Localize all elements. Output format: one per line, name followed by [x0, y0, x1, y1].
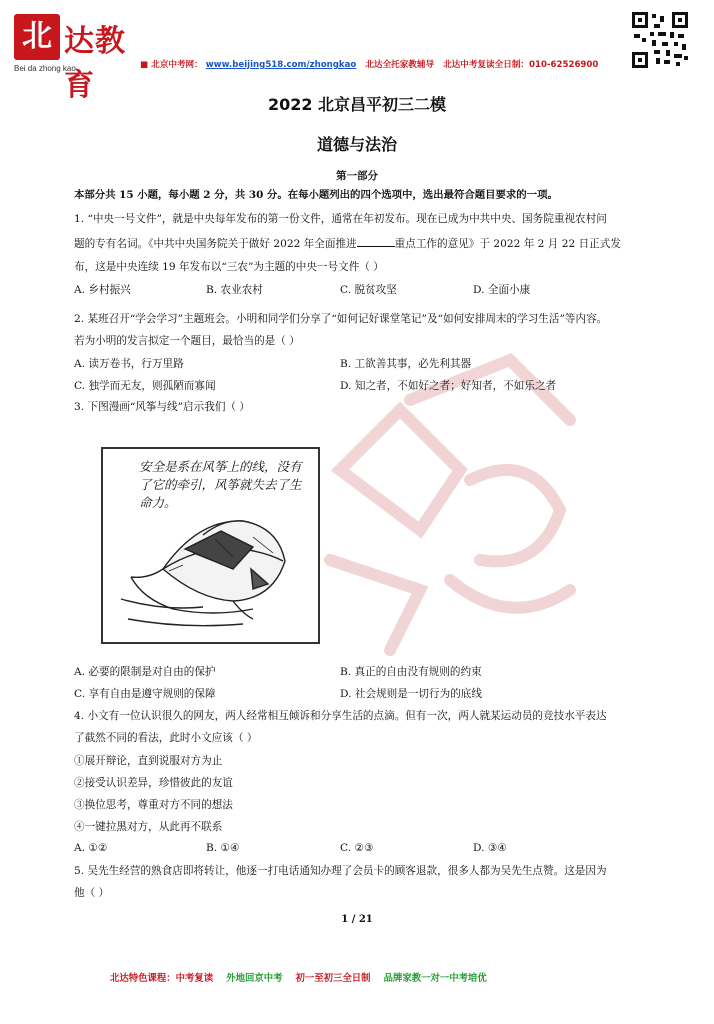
q2-text-line-1: 2. 某班召开“学会学习”主题班会。小明和同学们分享了“如何记好课堂笔记”及“如何安排周末的学习生活”等内容。 [74, 313, 608, 325]
bullet-icon: ■ [140, 60, 149, 70]
q2-option-d: D. 知之者，不如好之者；好知者，不如乐之者 [340, 380, 557, 392]
q2-option-a: A. 读万卷书，行万里路 [74, 358, 184, 370]
header-bar [140, 58, 598, 70]
q3-option-b: B. 真正的自由没有规则的约束 [340, 666, 482, 678]
q2-option-b: B. 工欲善其事，必先利其器 [340, 358, 472, 370]
footer-bar [110, 970, 487, 984]
q1-text-line-3: 布，这是中央连续 19 年发布以“三农”为主题的中央一号文件（ ） [74, 261, 384, 273]
q1-text-after-blank: 重点工作的意见》于 2022 年 2 月 22 日正式发 [394, 238, 621, 250]
answer-blank [357, 236, 395, 247]
footer-item-return: 外地回京中考 [226, 973, 283, 984]
subject-title: 道德与法治 [316, 135, 397, 154]
q4-option-a: A. ①② [74, 842, 108, 854]
q4-option-d: D. ③④ [473, 842, 507, 854]
logo-pinyin: Bei da zhong kao [14, 64, 76, 73]
q2-option-c: C. 独学而无友，则孤陋而寡闻 [74, 380, 216, 392]
service-tutoring: 北达全托家教辅导 [365, 60, 435, 70]
cartoon-caption: 安全是系在风筝上的线，没有了它的牵引，风筝就失去了生命力。 [139, 459, 302, 510]
q1-text-line-1: 1. “中央一号文件”，就是中央每年发布的第一份文件，通常在年初发布。现在已成为中共中央、国务院重视农村问 [74, 213, 607, 225]
exam-title: 2022 北京昌平初三二模 [267, 95, 447, 114]
section-instruction: 本部分共 15 小题，每小题 2 分，共 30 分。在每小题列出的四个选项中，选出最符合题目要求的一项。 [74, 189, 558, 201]
q1-option-d: D. 全面小康 [473, 284, 531, 296]
q3-text-line-1: 3. 下图漫画“风筝与线”启示我们（ ） [74, 401, 250, 413]
footer-item-fulltime: 初一至初三全日制 [295, 973, 371, 984]
q1-text-line-2 [74, 236, 621, 251]
brand-logo [14, 14, 144, 103]
logo-name: 达教育 [64, 24, 126, 103]
link-label: 北京中考网： [151, 60, 203, 70]
footer-label: 北达特色课程： [110, 973, 176, 984]
kite-cartoon [101, 447, 320, 644]
q4-text-line-2: 了截然不同的看法，此时小文应该（ ） [74, 732, 258, 744]
q4-statement-4: ④一键拉黑对方，从此再不联系 [74, 821, 223, 833]
q5-text-line-2: 他（ ） [74, 887, 110, 899]
q1-option-b: B. 农业农村 [206, 284, 263, 296]
section-heading: 第一部分 [336, 170, 378, 182]
service-hotline: 北达中考复读全日制：010-62526900 [443, 60, 599, 70]
qr-code-icon [632, 12, 688, 68]
q4-statement-2: ②接受认识差异，珍惜彼此的友谊 [74, 777, 233, 789]
website-link[interactable]: www.beijing518.com/zhongkao [205, 60, 357, 70]
q4-statement-3: ③换位思考，尊重对方不同的想法 [74, 799, 233, 811]
q2-text-line-2: 若为小明的发言拟定一个题目，最恰当的是（ ） [74, 335, 300, 347]
q3-option-a: A. 必要的限制是对自由的保护 [74, 666, 216, 678]
q4-option-b: B. ①④ [206, 842, 240, 854]
q4-option-c: C. ②③ [340, 842, 374, 854]
footer-item-tutoring: 品牌家教一对一中考培优 [383, 973, 487, 984]
q1-text-before-blank: 题的专有名词。《中共中央国务院关于做好 2022 年全面推进 [74, 238, 357, 250]
page-number: 1 / 21 [341, 914, 373, 925]
q3-option-c: C. 享有自由是遵守规则的保障 [74, 688, 216, 700]
logo-seal: 北 [14, 14, 60, 60]
q4-text-line-1: 4. 小文有一位认识很久的网友，两人经常相互倾诉和分享生活的点滴。但有一次，两人就某运动员的竞技水平表达 [74, 710, 607, 722]
footer-item-repeat: 中考复读 [175, 973, 214, 984]
q1-option-a: A. 乡村振兴 [74, 284, 131, 296]
q3-option-d: D. 社会规则是一切行为的底线 [340, 688, 482, 700]
q5-text-line-1: 5. 吴先生经营的熟食店即将转让，他逐一打电话通知办理了会员卡的顾客退款，很多人都为吴先生点赞。这是因为 [74, 865, 607, 877]
q1-option-c: C. 脱贫攻坚 [340, 284, 397, 296]
q4-statement-1: ①展开辩论，直到说服对方为止 [74, 755, 223, 767]
